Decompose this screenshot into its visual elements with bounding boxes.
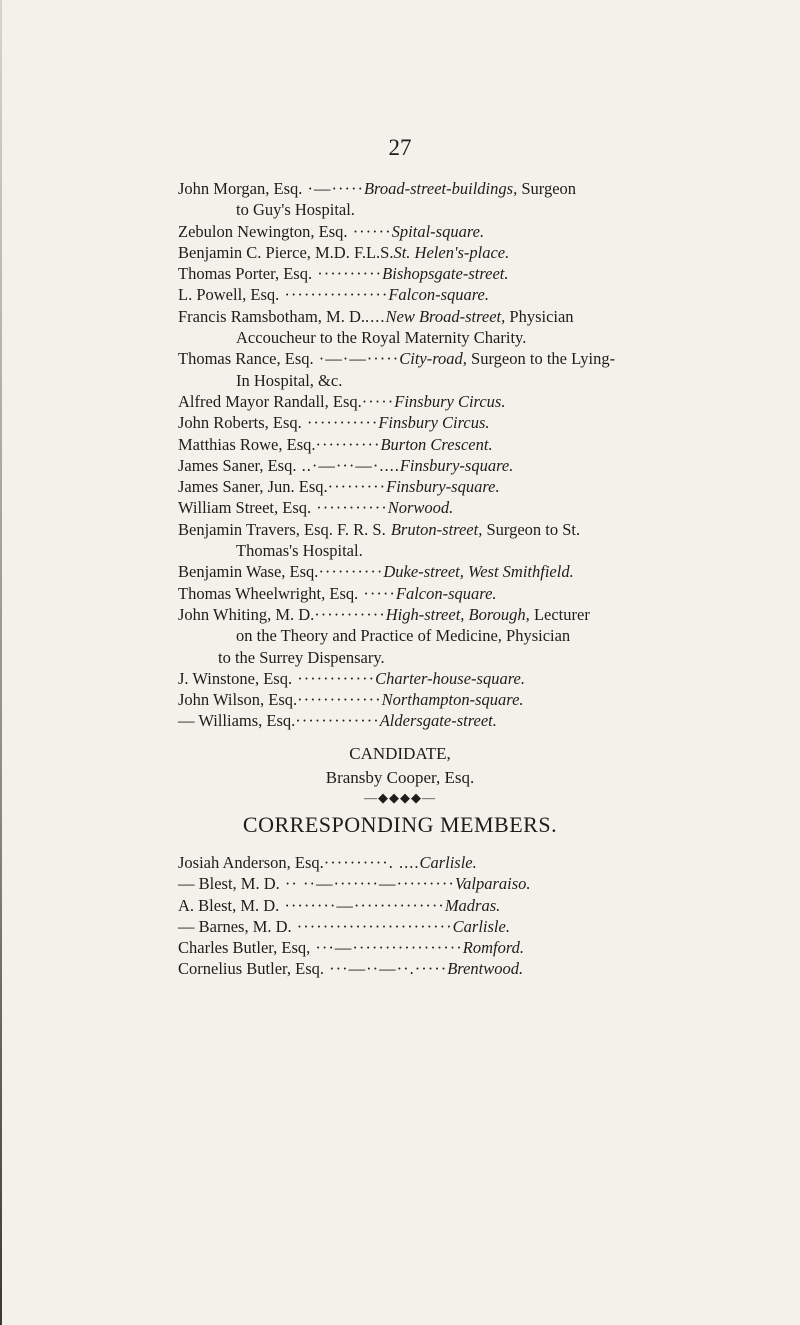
leader-dots: ······ [347,221,392,241]
member-description: Physician [505,306,574,326]
member-name: A. Blest, M. D. [178,895,280,915]
member-description: Lecturer [529,604,590,624]
list-item [178,434,753,455]
list-item [178,668,753,689]
member-name: John Whiting, M. D. [178,604,315,624]
member-description-continued: on the Theory and Practice of Medicine, Physician [236,626,571,646]
member-name: J. Winstone, Esq. [178,668,293,688]
list-item [178,476,753,497]
list-item [178,689,753,710]
member-address: Aldersgate-street. [379,711,497,731]
member-address: Charter-house-square. [375,668,525,688]
member-address: Carlisle. [452,916,510,936]
list-item [178,178,753,221]
member-description: Surgeon [517,179,577,198]
page-number: 27 [388,135,412,160]
member-address: Finsbury-square. [386,477,500,497]
list-item [178,916,753,937]
candidate-heading: CANDIDATE, [349,744,451,763]
leader-dots: ··········· [301,413,379,433]
leader-dots: ············· [297,690,382,710]
list-item [178,710,753,731]
list-item [178,391,753,412]
member-name: Thomas Rance, Esq. [178,349,314,369]
list-item [178,455,753,476]
member-address: Romford. [462,938,525,958]
member-name: Francis Ramsbotham, M. D. [178,306,365,326]
leader-dots: ·········· [318,562,384,582]
leader-dots: ·· ··—·······—········· [279,874,455,894]
member-name: Matthias Rowe, Esq. [178,434,316,454]
member-description: Surgeon to St. [482,519,581,539]
leader-dots: ·········· [315,434,381,454]
member-description-continued: In Hospital, &c. [236,370,343,390]
leader-dots: ····· [358,583,396,603]
list-item [178,263,753,284]
leader-dots: ················ [279,285,389,305]
member-address: Broad-street-buildings, [363,179,518,198]
member-name: Zebulon Newington, Esq. [178,221,348,241]
list-item [178,583,753,604]
member-name: — Blest, M. D. [178,874,280,894]
list-item [178,852,753,873]
leader-dots: ························ [291,916,453,936]
member-address: Valparaiso. [454,874,531,894]
member-address: Bruton-street, [390,519,483,539]
member-name: Alfred Mayor Randall, Esq. [178,391,362,411]
member-address: St. Helen's-place. [393,242,510,262]
member-name: Charles Butler, Esq, [178,938,311,958]
member-address: Carlisle. [419,853,477,872]
member-name: Cornelius Butler, Esq. [178,959,324,979]
list-item [178,895,753,916]
member-address: New Broad-street, [385,306,506,326]
leader-dots: ··········. .... [323,853,420,872]
leader-dots: ···—················· [310,938,463,958]
leader-dots: ········· [327,477,387,497]
member-description-continued: Accoucheur to the Royal Maternity Charity. [236,328,527,348]
list-item [178,604,753,668]
list-item [178,519,753,562]
list-item [178,873,753,894]
candidate-name: Bransby Cooper, Esq. [325,768,475,787]
member-address: Duke-street, West Smithfield. [383,562,574,582]
leader-dots: ············ [292,668,376,688]
member-address: Falcon-square. [395,583,497,603]
leader-dots: ········—·············· [279,895,445,915]
member-address: Bishopsgate-street. [382,264,509,284]
member-address: Finsbury Circus. [378,413,490,433]
list-item [178,561,753,582]
leader-dots: .... [365,306,386,326]
corresponding-members-list [178,852,753,980]
leader-dots: ·—····· [302,179,364,198]
list-item [178,221,753,242]
member-address: Madras. [444,895,501,915]
list-item [178,937,753,958]
list-item [178,497,753,518]
member-name: James Saner, Esq. [178,455,297,475]
member-name: Benjamin C. Pierce, M.D. F.L.S. [178,242,394,262]
member-address: Burton Crescent. [380,434,493,454]
member-name: — Williams, Esq. [178,711,296,731]
member-address: Finsbury Circus. [394,391,506,411]
list-item [178,284,753,305]
member-description-continued: Thomas's Hospital. [236,541,363,561]
member-name: John Wilson, Esq. [178,690,298,710]
leader-dots: ···—··—··.····· [324,959,448,979]
member-address: City-road, [399,349,467,369]
member-address: Northampton-square. [381,690,524,710]
member-name: John Morgan, Esq. [178,179,303,198]
candidate-section [0,742,800,790]
list-item [178,348,753,391]
leader-dots: ··········· [314,604,386,624]
list-item [178,306,753,349]
member-name: William Street, Esq. [178,498,312,518]
member-description-continued: to the Surrey Dispensary. [218,647,385,667]
member-address: Falcon-square. [388,285,490,305]
member-address: Norwood. [387,498,454,518]
list-item [178,412,753,433]
corresponding-members-heading: CORRESPONDING MEMBERS. [242,812,558,837]
leader-dots: ·········· [312,264,383,284]
member-name: Benjamin Travers, Esq. F. R. S. [178,519,386,539]
member-list [178,178,753,732]
member-name: — Barnes, M. D. [178,916,292,936]
leader-dots: ..·—···—·.... [296,455,400,475]
page-edge-shadow [0,0,2,1325]
member-name: Thomas Porter, Esq. [178,264,313,284]
leader-dots: ·—·—····· [313,349,400,369]
member-name: Benjamin Wase, Esq. [178,562,319,582]
list-item [178,958,753,979]
leader-dots: ··········· [311,498,388,518]
member-name: L. Powell, Esq. [178,285,280,305]
leader-dots: ············· [295,711,380,731]
member-description-continued: to Guy's Hospital. [236,200,355,220]
member-name: James Saner, Jun. Esq. [178,477,328,497]
member-name: Thomas Wheelwright, Esq. [178,583,359,603]
member-name: Josiah Anderson, Esq. [178,853,324,872]
member-address: Finsbury-square. [399,455,514,475]
member-description: Surgeon to the Lying- [466,349,616,369]
member-address: High-street, Borough, [385,604,530,624]
divider-ornament: —◆◆◆◆— [364,790,436,805]
leader-dots: ····· [361,391,395,411]
list-item [178,242,753,263]
member-name: John Roberts, Esq. [178,413,302,433]
member-address: Spital-square. [391,221,485,241]
member-address: Brentwood. [447,959,524,979]
